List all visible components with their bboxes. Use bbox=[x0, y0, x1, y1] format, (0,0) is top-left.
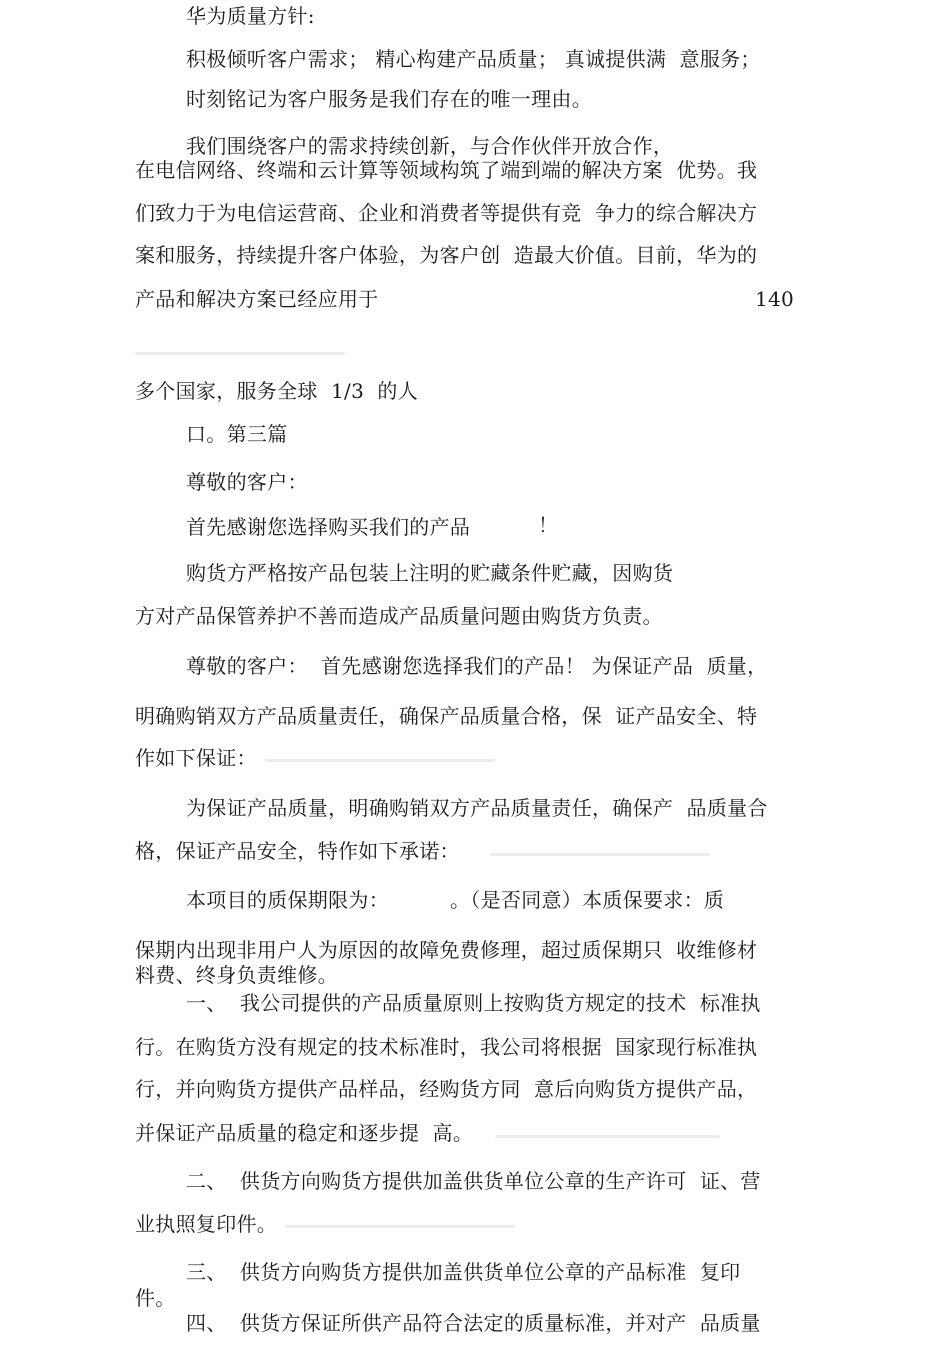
text-line: 口。第三篇 bbox=[186, 422, 288, 446]
text-line: 业执照复印件。 bbox=[135, 1212, 278, 1236]
text-line: 二、 供货方向购货方提供加盖供货单位公章的生产许可 证、营 bbox=[186, 1169, 761, 1193]
text-line: 首先感谢您选择购买我们的产品 bbox=[186, 515, 471, 539]
text-line: 明确购销双方产品质量责任，确保产品质量合格，保 证产品安全、特 bbox=[135, 704, 758, 728]
text-line: 本项目的质保期限为： bbox=[186, 888, 389, 912]
faint-artifact-line bbox=[490, 853, 710, 856]
text-line: 一、 我公司提供的产品质量原则上按购货方规定的技术 标准执 bbox=[186, 991, 761, 1015]
text-line: 方对产品保管养护不善而造成产品质量问题由购货方负责。 bbox=[135, 604, 663, 628]
text-line: 多个国家，服务全球 1/3 的人 bbox=[135, 379, 419, 403]
text-line: 案和服务，持续提升客户体验，为客户创 造最大价值。目前，华为的 bbox=[135, 243, 758, 267]
text-line: 尊敬的客户： bbox=[186, 470, 308, 494]
text-line: 作如下保证： bbox=[135, 746, 257, 770]
text-line: 四、 供货方保证所供产品符合法定的质量标准，并对产 品质量 bbox=[186, 1311, 761, 1335]
text-line: 料费、终身负责维修。 bbox=[135, 963, 338, 987]
text-line: 时刻铭记为客户服务是我们存在的唯一理由。 bbox=[186, 87, 592, 111]
text-line: 我们围绕客户的需求持续创新，与合作伙伴开放合作， bbox=[186, 134, 674, 158]
text-line: 件。 bbox=[135, 1286, 176, 1310]
text-line: 尊敬的客户： 首先感谢您选择我们的产品！ 为保证产品 质量， bbox=[186, 654, 768, 678]
text-line: 格，保证产品安全，特作如下承诺： bbox=[135, 839, 460, 863]
text-line: 行。在购货方没有规定的技术标准时，我公司将根据 国家现行标准执 bbox=[135, 1035, 758, 1059]
text-line: 们致力于为电信运营商、企业和消费者等提供有竞 争力的综合解决方 bbox=[135, 201, 758, 225]
text-line: 保期内出现非用户人为原因的故障免费修理，超过质保期只 收维修材 bbox=[135, 938, 758, 962]
text-line: 在电信网络、终端和云计算等领域构筑了端到端的解决方案 优势。我 bbox=[135, 158, 758, 182]
faint-artifact-line bbox=[285, 1225, 515, 1228]
text-line: 行，并向购货方提供产品样品，经购货方同 意后向购货方提供产品， bbox=[135, 1077, 758, 1101]
text-line: 华为质量方针: bbox=[186, 4, 315, 28]
faint-artifact-line bbox=[265, 759, 495, 762]
faint-artifact-line bbox=[495, 1135, 720, 1138]
text-line: 。（是否同意）本质保要求：质 bbox=[450, 888, 725, 912]
text-line: ！ bbox=[538, 513, 559, 537]
text-line: 为保证产品质量，明确购销双方产品质量责任，确保产 品质量合 bbox=[186, 796, 768, 820]
text-line: 产品和解决方案已经应用于 bbox=[135, 287, 379, 311]
text-line: 三、 供货方向购货方提供加盖供货单位公章的产品标准 复印 bbox=[186, 1260, 741, 1284]
text-line: 140 bbox=[755, 287, 795, 311]
text-line: 购货方严格按产品包装上注明的贮藏条件贮藏，因购货 bbox=[186, 561, 674, 585]
text-line: 并保证产品质量的稳定和逐步提 高。 bbox=[135, 1121, 474, 1145]
faint-artifact-line bbox=[135, 352, 345, 355]
text-line: 积极倾听客户需求； 精心构建产品质量； 真诚提供满 意服务； bbox=[186, 47, 761, 71]
